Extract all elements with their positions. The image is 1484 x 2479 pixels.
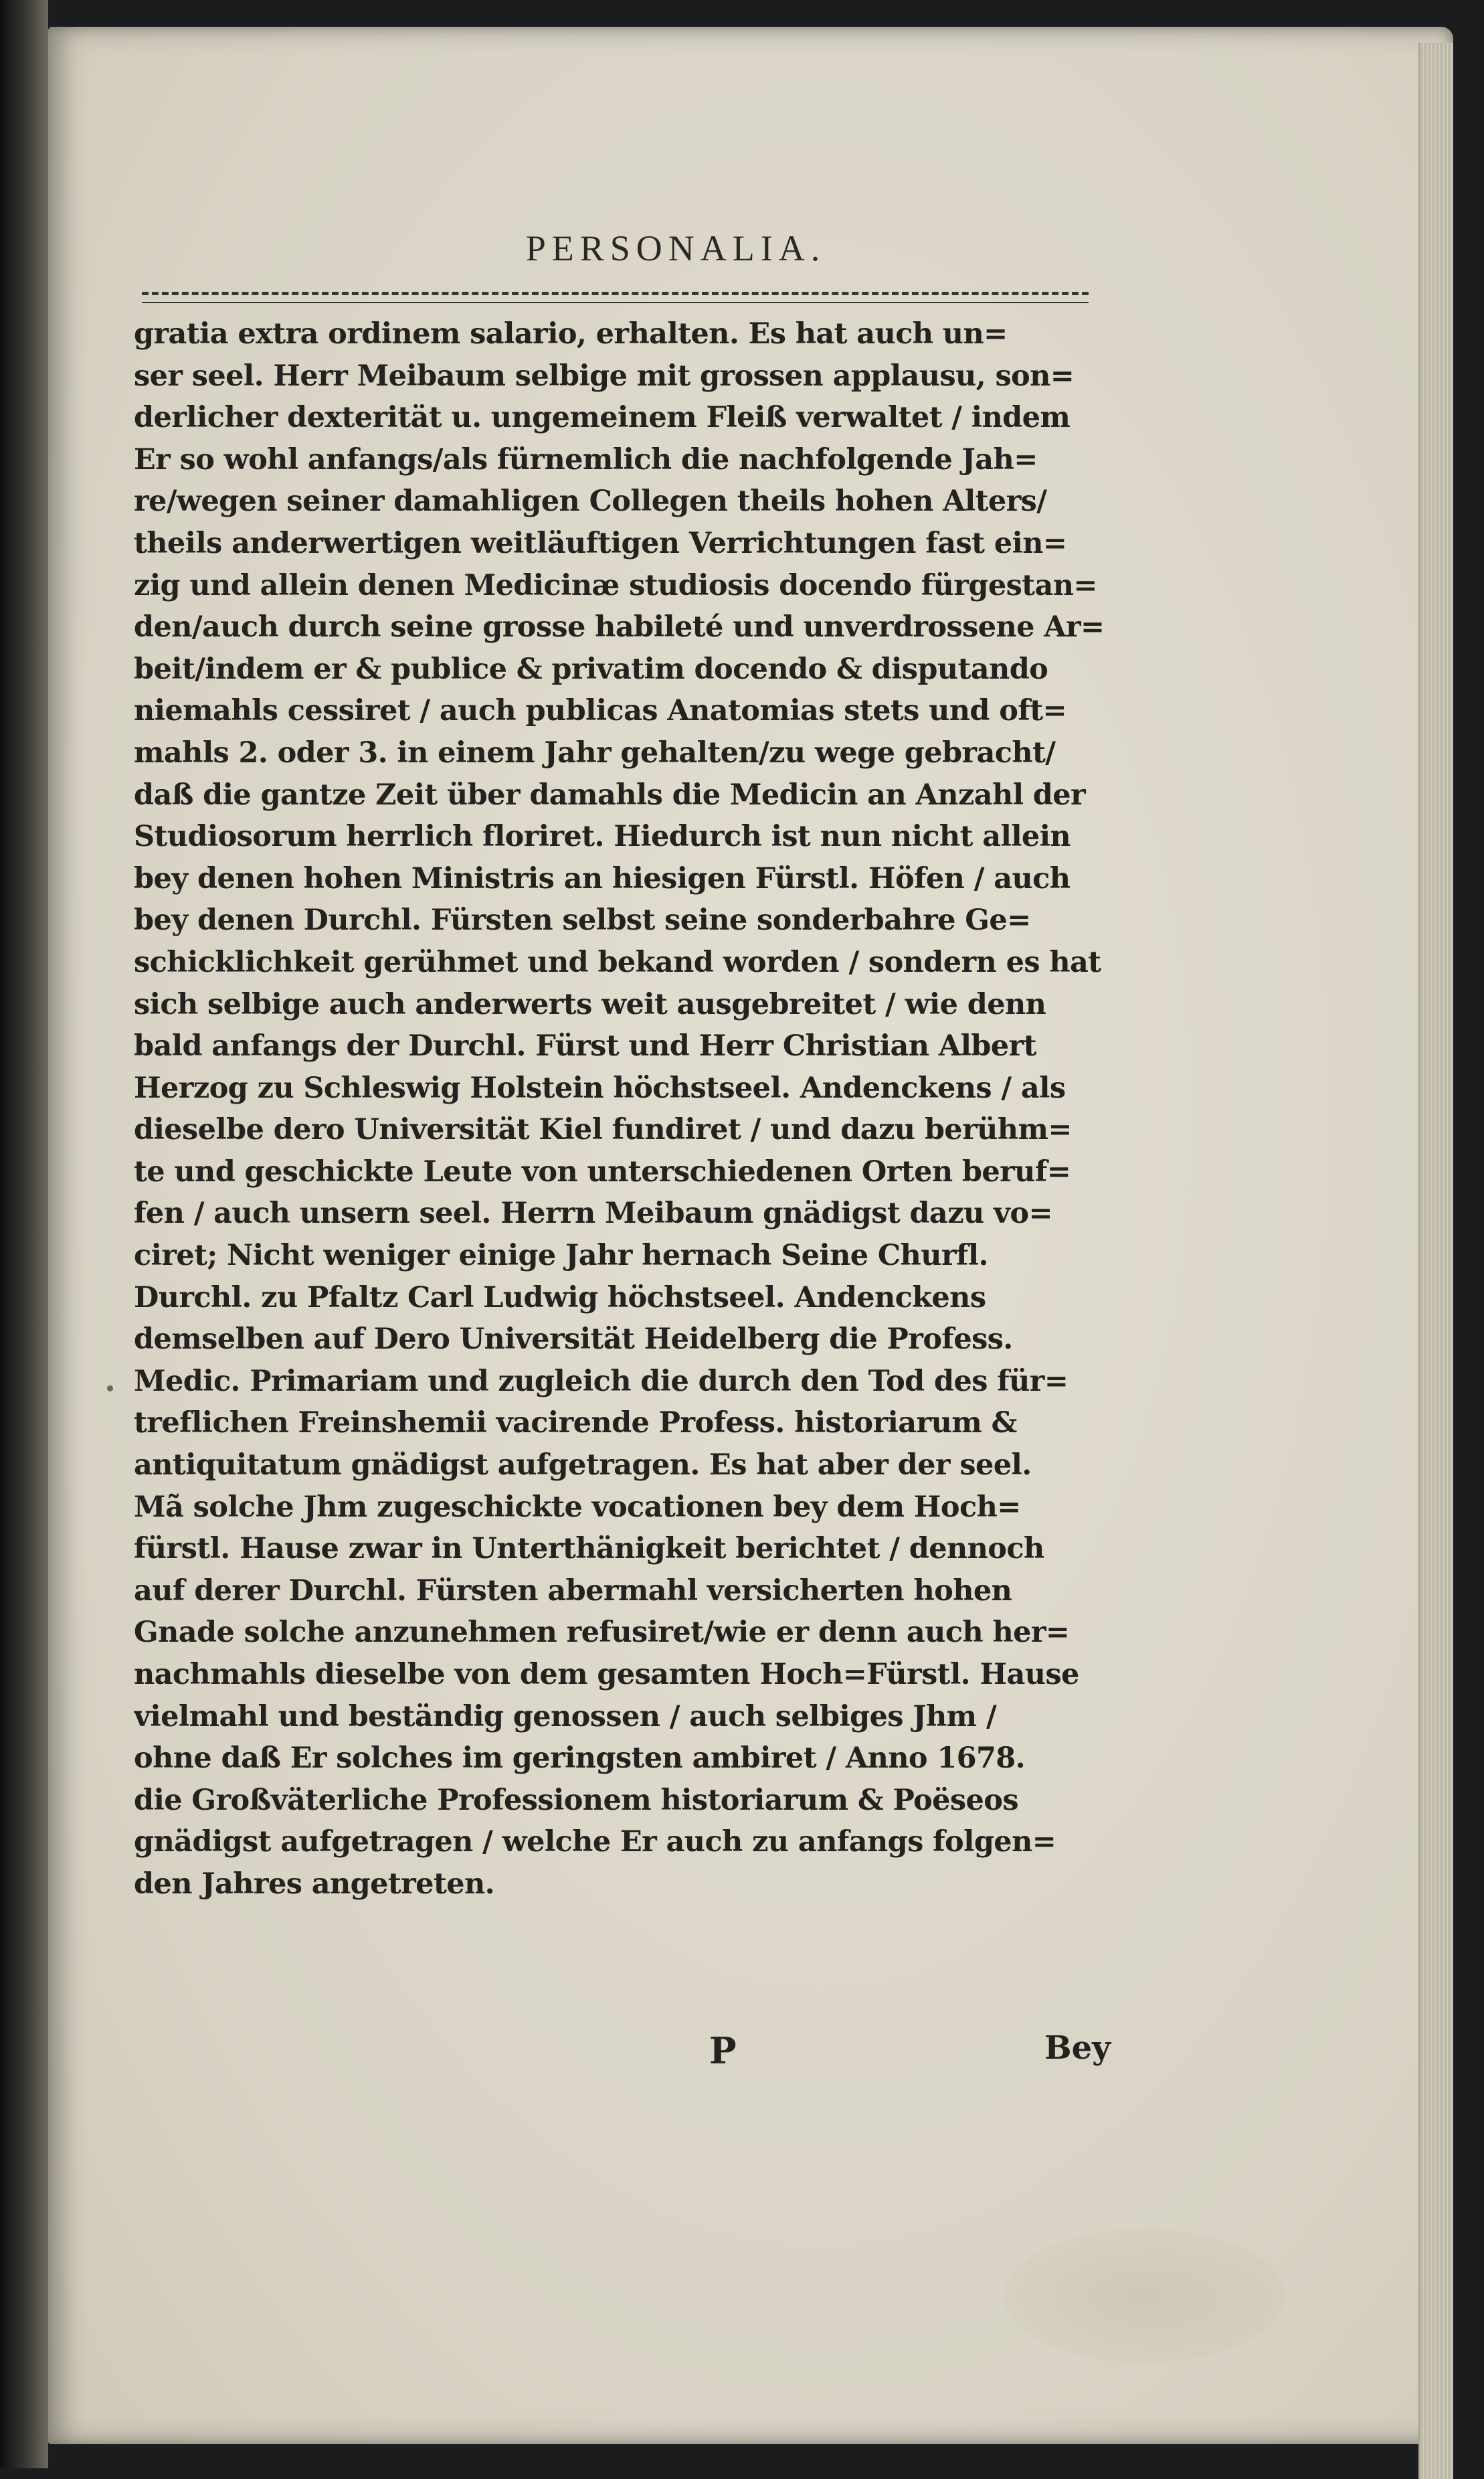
text-line: gnädigst aufgetragen / welche Er auch zu anfangs folgen= bbox=[134, 1825, 1056, 1859]
text-line: schicklichkeit gerühmet und bekand worden / sondern es hat bbox=[134, 945, 1101, 979]
text-line: ohne daß Er solches im geringsten ambiret / Anno 1678. bbox=[134, 1741, 1025, 1776]
text-line: treflichen Freinshemii vacirende Profess. historiarum & bbox=[134, 1406, 1017, 1440]
text-line: bey denen Durchl. Fürsten selbst seine sonderbahre Ge= bbox=[134, 904, 1031, 938]
text-line: mahls 2. oder 3. in einem Jahr gehalten/zu wege gebracht/ bbox=[134, 736, 1056, 770]
text-line: Durchl. zu Pfaltz Carl Ludwig höchstseel. Andenckens bbox=[134, 1280, 986, 1314]
text-line: Studiosorum herrlich floriret. Hiedurch ist nun nicht allein bbox=[134, 820, 1071, 854]
text-line: zig und allein denen Medicinæ studiosis docendo fürgestan= bbox=[134, 568, 1097, 602]
text-line: fen / auch unsern seel. Herrn Meibaum gnädigst dazu vo= bbox=[134, 1197, 1052, 1231]
text-line: auf derer Durchl. Fürsten abermahl versicherten hohen bbox=[134, 1573, 1012, 1608]
book-binding-edge bbox=[0, 0, 48, 2468]
text-line: ciret; Nicht weniger einige Jahr hernach Seine Churfl. bbox=[134, 1239, 988, 1273]
text-line: daß die gantze Zeit über damahls die Medicin an Anzahl der bbox=[134, 778, 1086, 812]
text-line: Medic. Primariam und zugleich die durch den Tod des für= bbox=[134, 1364, 1069, 1398]
catchword: Bey bbox=[1044, 2029, 1111, 2067]
text-line: Er so wohl anfangs/als fürnemlich die nachfolgende Jah= bbox=[134, 442, 1038, 477]
text-line: bald anfangs der Durchl. Fürst und Herr Christian Albert bbox=[134, 1029, 1036, 1063]
text-line: beit/indem er & publice & privatim docendo & disputando bbox=[134, 652, 1048, 686]
text-line: fürstl. Hause zwar in Unterthänigkeit berichtet / dennoch bbox=[134, 1532, 1044, 1566]
text-line: gratia extra ordinem salario, erhalten. Es hat auch un= bbox=[134, 317, 1008, 351]
text-line: Gnade solche anzunehmen refusiret/wie er denn auch her= bbox=[134, 1616, 1070, 1650]
page-fore-edge bbox=[1418, 43, 1453, 2479]
text-line: ser seel. Herr Meibaum selbige mit grossen applausu, son= bbox=[134, 359, 1075, 393]
text-line: den Jahres angetreten. bbox=[134, 1867, 494, 1901]
text-line: niemahls cessiret / auch publicas Anatomias stets und oft= bbox=[134, 694, 1066, 728]
text-line: theils anderwertigen weitläuftigen Verrichtungen fast ein= bbox=[134, 526, 1067, 560]
text-line: den/auch durch seine grosse habileté und unverdrossene Ar= bbox=[134, 610, 1105, 645]
text-line: dieselbe dero Universität Kiel fundiret / und dazu berühm= bbox=[134, 1113, 1072, 1147]
text-line: antiquitatum gnädigst aufgetragen. Es hat aber der seel. bbox=[134, 1448, 1032, 1482]
paper-speck bbox=[107, 1385, 113, 1391]
signature-mark: P bbox=[709, 2029, 737, 2072]
text-line: te und geschickte Leute von unterschiedenen Orten beruf= bbox=[134, 1155, 1071, 1189]
body-text bbox=[134, 313, 1111, 1905]
text-line: nachmahls dieselbe von dem gesamten Hoch=Fürstl. Hause bbox=[134, 1658, 1079, 1691]
running-head: PERSONALIA. bbox=[525, 228, 826, 268]
text-line: demselben auf Dero Universität Heidelberg die Profess. bbox=[134, 1322, 1013, 1357]
page-footer bbox=[134, 2029, 1111, 2083]
paper-stain bbox=[1004, 2229, 1285, 2363]
text-line: Herzog zu Schleswig Holstein höchstseel. Andenckens / als bbox=[134, 1071, 1066, 1105]
head-rule bbox=[142, 292, 1089, 303]
text-line: re/wegen seiner damahligen Collegen theils hohen Alters/ bbox=[134, 485, 1047, 519]
text-line: Mã solche Jhm zugeschickte vocationen bey dem Hoch= bbox=[134, 1490, 1021, 1524]
text-line: vielmahl und beständig genossen / auch selbiges Jhm / bbox=[134, 1699, 997, 1733]
text-line: bey denen hohen Ministris an hiesigen Fürstl. Höfen / auch bbox=[134, 861, 1071, 895]
text-line: derlicher dexterität u. ungemeinem Fleiß verwaltet / indem bbox=[134, 401, 1071, 435]
text-line: sich selbige auch anderwerts weit ausgebreitet / wie denn bbox=[134, 987, 1046, 1021]
text-line: die Großväterliche Professionem historiarum & Poëseos bbox=[134, 1783, 1018, 1817]
